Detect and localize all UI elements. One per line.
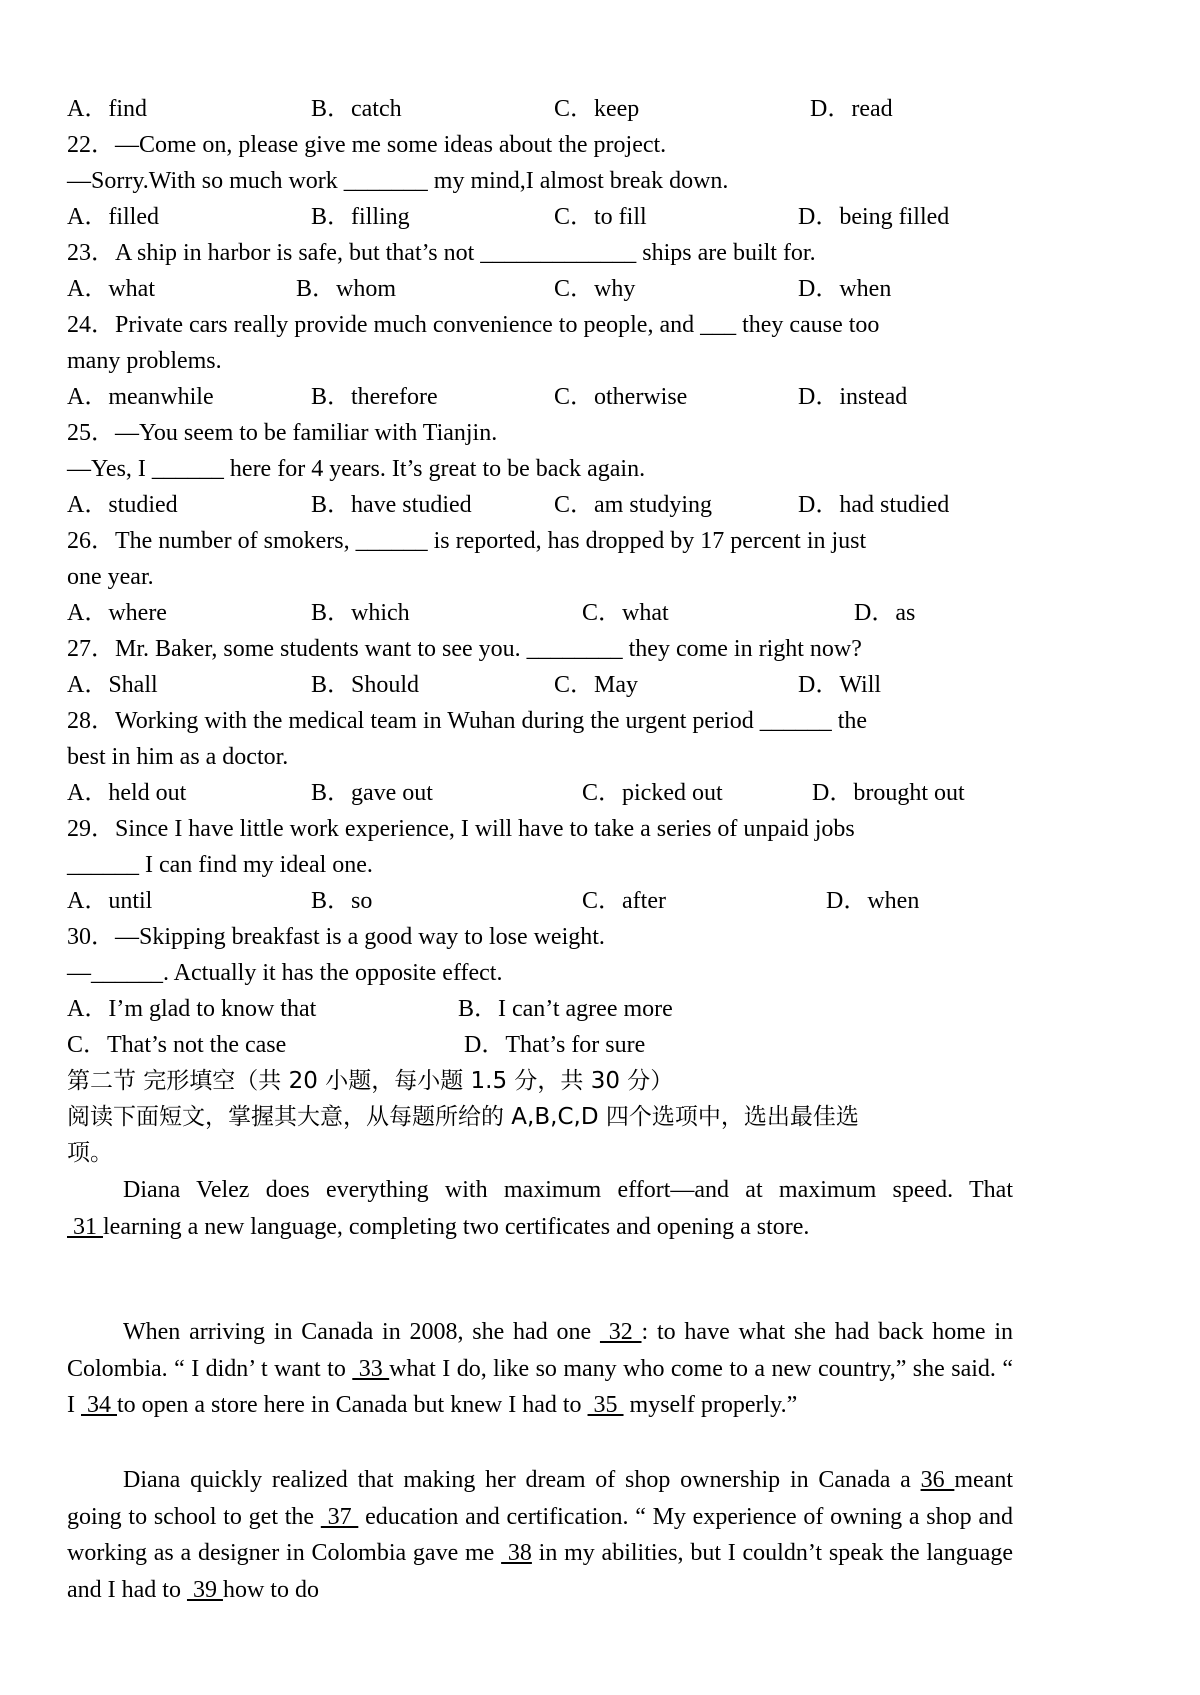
q22-option-d: D．being filled: [798, 204, 950, 230]
q25-option-a: A．studied: [67, 492, 178, 518]
q26-option-c: C．what: [582, 600, 669, 626]
q26-option-a: A．where: [67, 600, 167, 626]
passage-paragraph-2: [67, 1314, 1013, 1424]
passage-paragraph-3: [67, 1462, 1013, 1609]
q21-option-c: C．keep: [554, 96, 640, 122]
q24-stem-2: many problems.: [67, 348, 222, 374]
q30-stem-2: —______. Actually it has the opposite effect.: [67, 960, 503, 986]
section-2-instruction-line-1: 阅读下面短文，掌握其大意，从每题所给的 A,B,C,D 四个选项中，选出最佳选: [67, 1104, 859, 1130]
p2-text-e: myself properly.”: [623, 1392, 798, 1419]
q22-option-a: A．filled: [67, 204, 159, 230]
q24-option-c: C．otherwise: [554, 384, 688, 410]
q24-option-d: D．instead: [798, 384, 908, 410]
q24-stem: 24．Private cars really provide much convenience to people, and ___ they cause too: [67, 312, 880, 338]
blank-33: 33: [352, 1355, 390, 1382]
p3-text-b: meant going to school to get the: [67, 1467, 1013, 1530]
blank-31: 31: [67, 1213, 103, 1240]
q22-stem-2: —Sorry.With so much work _______ my mind,I almost break down.: [67, 168, 729, 194]
q23-option-d: D．when: [798, 276, 892, 302]
q26-stem-2: one year.: [67, 564, 154, 590]
q27-stem: 27．Mr. Baker, some students want to see you. ________ they come in right now?: [67, 636, 862, 662]
p1-text-a: Diana Velez does everything with maximum effort—and at maximum speed. That: [123, 1177, 1013, 1203]
q29-option-d: D．when: [826, 888, 920, 914]
blank-32: 32: [599, 1319, 642, 1345]
q28-option-d: D．brought out: [812, 780, 965, 806]
q21-option-a: A．find: [67, 96, 147, 122]
q23-option-b: B．whom: [296, 276, 397, 302]
q26-option-d: D．as: [854, 600, 916, 626]
q27-option-b: B．Should: [311, 672, 420, 698]
q25-stem-2: —Yes, I ______ here for 4 years. It’s great to be back again.: [67, 456, 646, 482]
q22-option-c: C．to fill: [554, 204, 647, 230]
q26-option-b: B．which: [311, 600, 410, 626]
p3-text-e: how to do: [222, 1577, 319, 1604]
q24-option-b: B．therefore: [311, 384, 438, 410]
q25-stem: 25．—You seem to be familiar with Tianjin.: [67, 420, 498, 446]
q28-stem-2: best in him as a doctor.: [67, 744, 289, 770]
q25-option-c: C．am studying: [554, 492, 713, 518]
q27-option-a: A．Shall: [67, 672, 158, 698]
p2-text-d: to open a store here in Canada but knew I had to: [117, 1392, 588, 1419]
q22-option-b: B．filling: [311, 204, 410, 230]
p2-text-c: what I do, like so many who come to a new country,” she said. “ I: [67, 1355, 1013, 1419]
q23-option-c: C．why: [554, 276, 636, 302]
passage-paragraph-1: [67, 1172, 1013, 1245]
q23-option-a: A．what: [67, 276, 155, 302]
q23-stem: 23．A ship in harbor is safe, but that’s not _____________ ships are built for.: [67, 240, 816, 266]
q21-option-d: D．read: [810, 96, 893, 122]
blank-39: 39: [186, 1577, 223, 1604]
q29-option-b: B．so: [311, 888, 373, 914]
p2-text-a: When arriving in Canada in 2008, she had one: [123, 1319, 600, 1345]
q30-option-b: B．I can’t agree more: [458, 996, 673, 1022]
q28-stem: 28．Working with the medical team in Wuhan during the urgent period ______ the: [67, 708, 868, 734]
q30-option-d: D．That’s for sure: [464, 1032, 646, 1058]
q22-stem: 22．—Come on, please give me some ideas about the project.: [67, 132, 667, 158]
q29-stem: 29．Since I have little work experience, I will have to take a series of unpaid jobs: [67, 816, 855, 842]
q28-option-a: A．held out: [67, 780, 187, 806]
q25-option-d: D．had studied: [798, 492, 950, 518]
q29-option-c: C．after: [582, 888, 666, 914]
section-2-heading: 第二节 完形填空（共 20 小题，每小题 1.5 分，共 30 分）: [67, 1068, 674, 1094]
q27-option-d: D．Will: [798, 672, 882, 698]
q21-option-b: B．catch: [311, 96, 402, 122]
q30-stem: 30．—Skipping breakfast is a good way to lose weight.: [67, 924, 605, 950]
p3-text-a: Diana quickly realized that making her dream of shop ownership in Canada a: [123, 1467, 921, 1493]
q24-option-a: A．meanwhile: [67, 384, 214, 410]
p2-text-b: : to have what she had back home in Colombia. “ I didn’ t want to: [67, 1319, 1014, 1382]
q27-option-c: C．May: [554, 672, 638, 698]
q29-option-a: A．until: [67, 888, 153, 914]
blank-36: 36: [920, 1467, 955, 1493]
q30-option-c: C．That’s not the case: [67, 1032, 287, 1058]
blank-37: 37: [320, 1503, 359, 1530]
q28-option-c: C．picked out: [582, 780, 723, 806]
blank-34: 34: [81, 1392, 117, 1419]
q28-option-b: B．gave out: [311, 780, 433, 806]
q25-option-b: B．have studied: [311, 492, 472, 518]
blank-38: 38: [501, 1540, 532, 1567]
p3-text-c: education and certification. “ My experience of owning a shop and working as a designer in Colombia gave me: [67, 1503, 1013, 1567]
p1-text-c: learning a new language, completing two certificates and opening a store.: [103, 1213, 810, 1240]
q30-option-a: A．I’m glad to know that: [67, 996, 317, 1022]
p3-text-d: in my abilities, but I couldn’t speak the language and I had to: [67, 1540, 1013, 1604]
blank-35: 35: [587, 1392, 624, 1419]
q29-stem-2: ______ I can find my ideal one.: [67, 852, 373, 878]
section-2-instruction-line-2: 项。: [67, 1140, 113, 1166]
q26-stem: 26．The number of smokers, ______ is reported, has dropped by 17 percent in just: [67, 528, 867, 554]
